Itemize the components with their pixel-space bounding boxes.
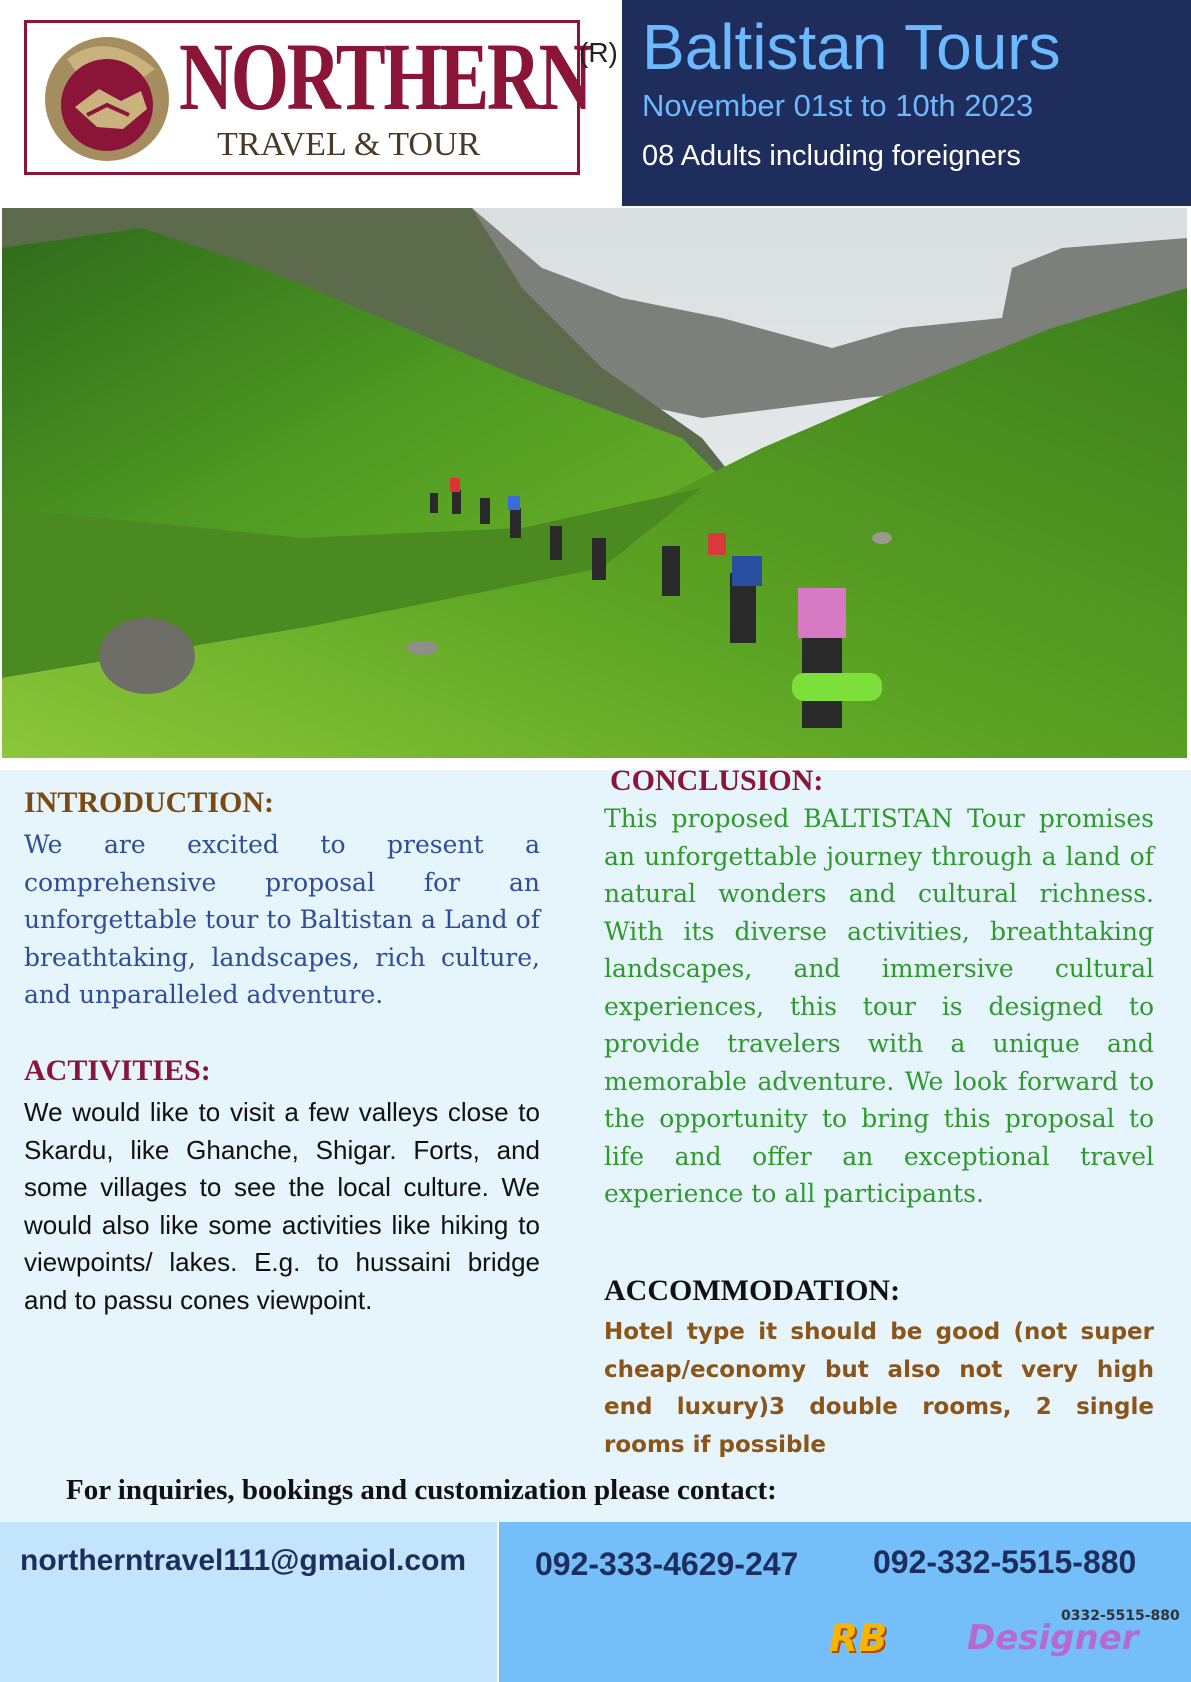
contact-phone-secondary[interactable]: 092-332-5515-880 xyxy=(873,1544,1137,1580)
tour-dates: November 01st to 10th 2023 xyxy=(642,88,1034,123)
designer-phone: 0332-5515-880 xyxy=(1061,1608,1180,1624)
conclusion-heading: CONCLUSION: xyxy=(610,764,824,797)
proposal-body xyxy=(0,764,1191,1522)
activities-heading: ACTIVITIES: xyxy=(24,1054,211,1087)
designer-initials: RB xyxy=(829,1616,888,1660)
logo-subtitle: TRAVEL & TOUR xyxy=(217,126,481,163)
footer-email-panel xyxy=(0,1522,497,1682)
footer-phone-panel xyxy=(499,1522,1191,1682)
logo-wordmark: NORTHERN xyxy=(179,23,591,130)
contact-phone-primary[interactable]: 092-333-4629-247 xyxy=(535,1546,799,1582)
handshake-emblem-icon xyxy=(37,29,177,169)
conclusion-text: This proposed BALTISTAN Tour promises an unforgettable journey through a land of natural wonders and cultural richness. With its diverse activities, breathtaking landscapes, and immersive cultural experiences, this tour is designed to provide travelers with a unique and memorable adventure. We look forward to the opportunity to bring this proposal to life and offer an exceptional travel experience to all participants. xyxy=(604,804,1154,1208)
contact-prompt: For inquiries, bookings and customization please contact: xyxy=(66,1474,777,1506)
intro-text: We are excited to present a comprehensive proposal for an unforgettable tour to Baltistan a Land of breathtaking, landscapes, rich culture, and unparalleled adventure. xyxy=(24,830,540,1009)
activities-text: We would like to visit a few valleys close to Skardu, like Ghanche, Shigar. Forts, and some villages to see the local culture. We would also like some activities like hiking to viewpoints/ lakes. E.g. to hussaini bridge and to passu cones viewpoint. xyxy=(24,1097,540,1315)
accommodation-heading: ACCOMMODATION: xyxy=(604,1274,901,1307)
page-title: Baltistan Tours xyxy=(642,11,1061,83)
contact-email[interactable]: northerntravel111@gmaiol.com xyxy=(20,1544,467,1577)
designer-credit-logo xyxy=(829,1608,1180,1664)
accommodation-text: Hotel type it should be good (not super cheap/economy but also not very high end luxury)3 double rooms, 2 single rooms if possible xyxy=(604,1319,1154,1458)
group-size: 08 Adults including foreigners xyxy=(642,140,1021,172)
intro-heading: INTRODUCTION: xyxy=(24,786,275,819)
registered-mark: (R) xyxy=(579,37,618,68)
hero-mountain-hikers-image xyxy=(2,208,1187,758)
designer-word: Designer xyxy=(967,1618,1139,1658)
company-logo xyxy=(24,20,618,175)
title-panel xyxy=(622,0,1191,206)
